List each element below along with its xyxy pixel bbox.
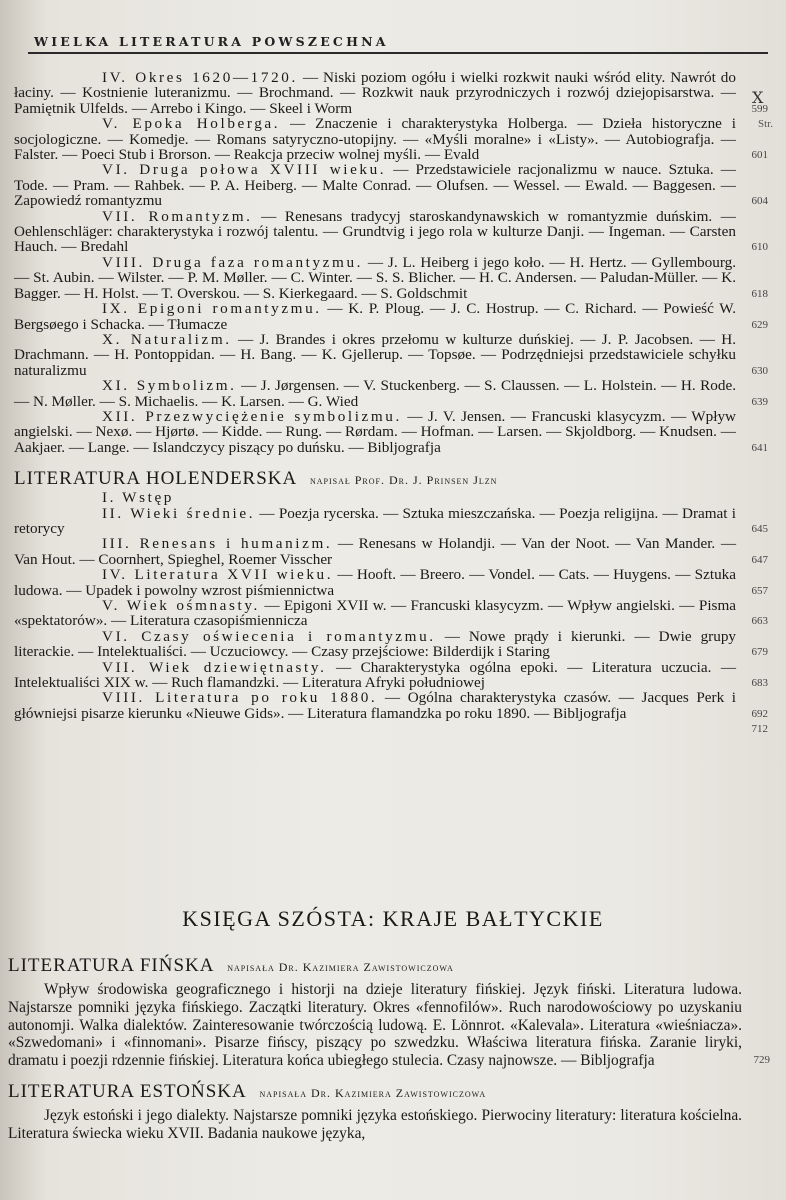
danish-entry-page: 601 <box>751 149 768 162</box>
dutch-entry-page: 657 <box>751 584 768 597</box>
dutch-entry <box>14 504 768 537</box>
dutch-entry <box>14 566 768 599</box>
dutch-entry-text: — Poezja rycerska. — Sztuka mieszczańska. — Poezja religijna. — Dramat i retorycy <box>14 504 737 537</box>
danish-entry-heading: VII. Romantyzm. <box>102 207 253 225</box>
danish-entry-text: — J. Brandes i okres przełomu w kulturze duńskiej. — J. P. Jacobsen. — H. Drachmann. — H. Pontoppidan. — H. Bang. — K. Gjellerup. — Topsøe. — Podrzędniejsi przedstawiciele schyłku naturalizmu <box>14 330 737 379</box>
dutch-entry-heading: I. Wstęp <box>102 489 174 507</box>
danish-entry-heading: XII. Przezwyciężenie symbolizmu. <box>102 407 402 425</box>
danish-entry-page: 630 <box>751 364 768 377</box>
danish-entry <box>14 161 768 210</box>
dutch-entry-page: 645 <box>751 522 768 535</box>
header-rule <box>28 52 768 54</box>
danish-entry-heading: IX. Epigoni romantyzmu. <box>102 300 322 318</box>
danish-entry-page: 618 <box>751 287 768 300</box>
estonian-author: napisała Dr. Kazimiera Zawistowiczowa <box>259 1085 487 1100</box>
danish-entry-text: — Przedstawiciele racjonalizmu w nauce. Sztuka. — Tode. — Pram. — Rahbek. — P. A. Heiberg. — Malte Conrad. — Olufsen. — Wessel. — Ewald. — Baggesen. — Zapowiedź romantyzmu <box>14 161 736 210</box>
finnish-section-title <box>8 956 764 977</box>
dutch-author: napisał Prof. Dr. J. Prinsen Jlzn <box>309 473 498 488</box>
dutch-entry <box>14 597 768 630</box>
dutch-entry <box>14 535 768 568</box>
dutch-entry-heading: VII. Wiek dziewiętnasty. <box>102 658 327 676</box>
dutch-entry-page: 647 <box>751 553 768 566</box>
danish-entry-text: — Znaczenie i charakterystyka Holberga. — Dzieła historyczne i socjologiczne. — Komedje. — Romans satyryczno-utopijny. — «Myśli moralne» i «Listy». — Autobiografja. — Falster. — Poeci Stub i Brorson. — Reakcja przeciw wolnej myśli. — Evald <box>14 115 736 164</box>
dutch-entry <box>14 658 768 692</box>
finnish-author: napisała Dr. Kazimiera Zawistowiczowa <box>227 960 454 974</box>
dutch-section-title <box>14 469 762 490</box>
dutch-entry <box>14 627 768 661</box>
dutch-entry <box>14 689 768 722</box>
dutch-entry-text: — Epigoni XVII w. — Francuski klasycyzm. — Wpływ angielski. — Pisma «spektatorów». — Literatura czasopiśmiennicza <box>14 597 736 630</box>
danish-entry-heading: VI. Druga połowa XVIII wieku. <box>102 161 387 179</box>
dutch-entry-text: — Charakterystyka ogólna epoki. — Literatura uczucia. — Intelektualiści XIX w. — Ruch flamandzki. — Literatura Afryki południowej <box>14 658 737 692</box>
chapter-mark: X <box>752 88 764 107</box>
estonian-text: Język estoński i jego dialekty. Najstarsze pomniki języka estońskiego. Pierwociny literatury: literatura kościelna. Literatura świecka wieku XVII. Badania naukowe języka, <box>8 1106 742 1142</box>
danish-entry-heading: XI. Symbolizm. <box>102 377 237 395</box>
dutch-entry <box>14 490 762 505</box>
dutch-final <box>14 721 768 736</box>
danish-entry-text: — K. P. Ploug. — J. C. Hostrup. — C. Richard. — Powieść W. Bergsøego i Schacka. — Tłumacze <box>14 300 736 333</box>
estonian-section-title <box>8 1082 764 1103</box>
dutch-final-page: 712 <box>751 723 768 736</box>
dutch-entry-heading: VI. Czasy oświecenia i romantyzmu. <box>102 627 436 645</box>
dutch-entry-heading: IV. Literatura XVII wieku. <box>102 566 334 584</box>
danish-entry-page: 641 <box>751 441 768 454</box>
danish-entry-text: — J. Jørgensen. — V. Stuckenberg. — S. Claussen. — L. Holstein. — H. Rode. — N. Møller. — S. Michaelis. — K. Larsen. — G. Wied <box>14 377 736 410</box>
dutch-entry-text: — Nowe prądy i kierunki. — Dwie grupy literackie. — Intelektualiści. — Uczuciowcy. — Czasy przejściowe: Bilderdijk i Staring <box>14 627 737 661</box>
danish-entry <box>14 207 768 256</box>
estonian-title: LITERATURA ESTOŃSKA <box>8 1080 246 1102</box>
finnish-summary <box>8 981 770 1070</box>
dutch-entries <box>14 489 768 722</box>
baltic-sections <box>8 948 770 1143</box>
finnish-text: Wpływ środowiska geograficznego i historji na dzieje literatury fińskiej. Język fiński. Literatura ludowa. Najstarsze pomniki języka fińskiego. Zaczątki literatury. Okres «fennofilów». Ruch narodowościowy po uzyskaniu autonomji. Walka dialektów. Zainteresowanie twórczością ludową. E. Lönnrot. «Kalevala». Literatura «wieśniacza». «Szwedomani» i «finnomani». Pisarze fińscy, piszący po szwedzku. Właściwa literatura fińska. Zaranie liryki, dramatu i poezji rdzennie fińskiej. Literatura końca ubiegłego stulecia. Czasy najnowsze. — Bibljografja <box>8 981 742 1070</box>
book-heading: KSIĘGA SZÓSTA: KRAJE BAŁTYCKIE <box>182 906 604 931</box>
danish-entry-page: 604 <box>751 195 768 208</box>
danish-entry-text: — Niski poziom ogółu i wielki rozkwit nauki wśród elity. Nawrót do łaciny. — Kostnienie luteranizmu. — Brochmand. — Rozkwit nauk przyrodniczych i rozwój dziejopisarstwa. — Pamiętnik Ulfelds. — Arrebo i Kingo. — Skeel i Worm <box>14 69 736 117</box>
danish-entry-page: 610 <box>751 241 768 254</box>
danish-entry-page: 599 <box>751 102 768 115</box>
danish-entry-heading: X. Naturalizm. <box>102 330 232 348</box>
dutch-entry-text: — Ogólna charakterystyka czasów. — Jacques Perk i główniejsi pisarze kierunku «Nieuwe Gids». — Literatura flamandzka po roku 1890. — Bibljografja <box>14 689 736 722</box>
dutch-title: LITERATURA HOLENDERSKA <box>14 468 297 490</box>
danish-entries <box>14 69 768 456</box>
finnish-title: LITERATURA FIŃSKA <box>8 955 214 976</box>
toc-danish <box>14 69 768 737</box>
dutch-entry-heading: III. Renesans i humanizm. <box>102 535 333 553</box>
danish-entry-heading: VIII. Druga faza romantyzmu. <box>102 253 364 271</box>
dutch-entry-text: — Hooft. — Breero. — Vondel. — Cats. — Huygens. — Sztuka ludowa. — Upadek i powolny wzrost piśmiennictwa <box>14 566 737 599</box>
danish-entry-heading: V. Epoka Holberga. <box>102 115 281 133</box>
dutch-entry-heading: V. Wiek ośmnasty. <box>102 597 260 614</box>
danish-entry <box>14 407 768 456</box>
danish-entry <box>14 69 768 117</box>
danish-entry <box>14 300 768 333</box>
dutch-entry-page: 679 <box>751 646 768 659</box>
dutch-entry-page: 683 <box>751 677 768 690</box>
estonian-summary <box>8 1107 764 1143</box>
finnish-page: 729 <box>753 1054 770 1067</box>
dutch-entry-heading: II. Wieki średnie. <box>102 504 256 522</box>
danish-entry-page: 639 <box>751 395 768 408</box>
running-head: WIELKA LITERATURA POWSZECHNA <box>34 34 389 49</box>
danish-entry-text: — J. L. Heiberg i jego koło. — H. Hertz. — Gyllembourg. — St. Aubin. — Wilster. — P. M. Møller. — C. Winter. — S. S. Blicher. — H. C. Andersen. — Paludan-Müller. — K. Bagger. — H. Holst. — T. Overskou. — S. Kierkegaard. — S. Goldschmit <box>14 253 737 302</box>
dutch-entry-heading: VIII. Literatura po roku 1880. <box>102 689 378 707</box>
danish-entry <box>14 330 768 379</box>
dutch-entry-page: 663 <box>751 615 768 628</box>
dutch-entry-text: — Renesans w Holandji. — Van der Noot. — Van Mander. — Van Hout. — Coornhert, Spieghel, Roemer Visscher <box>14 535 737 568</box>
dutch-entry-page: 692 <box>751 707 768 720</box>
danish-entry <box>14 253 768 302</box>
danish-entry-page: 629 <box>751 318 768 331</box>
danish-entry-heading: IV. Okres 1620—1720. <box>102 69 298 86</box>
side-note: Str. <box>758 118 773 130</box>
danish-entry-text: — Renesans tradycyj staroskandynawskich w romantyzmie duńskim. — Oehlenschläger: charakterystyka i rozwój talentu. — Grundtvig i jego rola w kulturze Danji. — Ingeman. — Carsten Hauch. — Bredahl <box>14 207 736 256</box>
danish-entry <box>14 377 768 410</box>
danish-entry-text: — J. V. Jensen. — Francuski klasycyzm. — Wpływ angielski. — Nexø. — Hjørtø. — Kidde. — Rung. — Rørdam. — Hofman. — Larsen. — Skjoldborg. — Knudsen. — Aakjaer. — Lange. — Islandczycy piszący po duńsku. — Bibljografja <box>14 407 737 456</box>
